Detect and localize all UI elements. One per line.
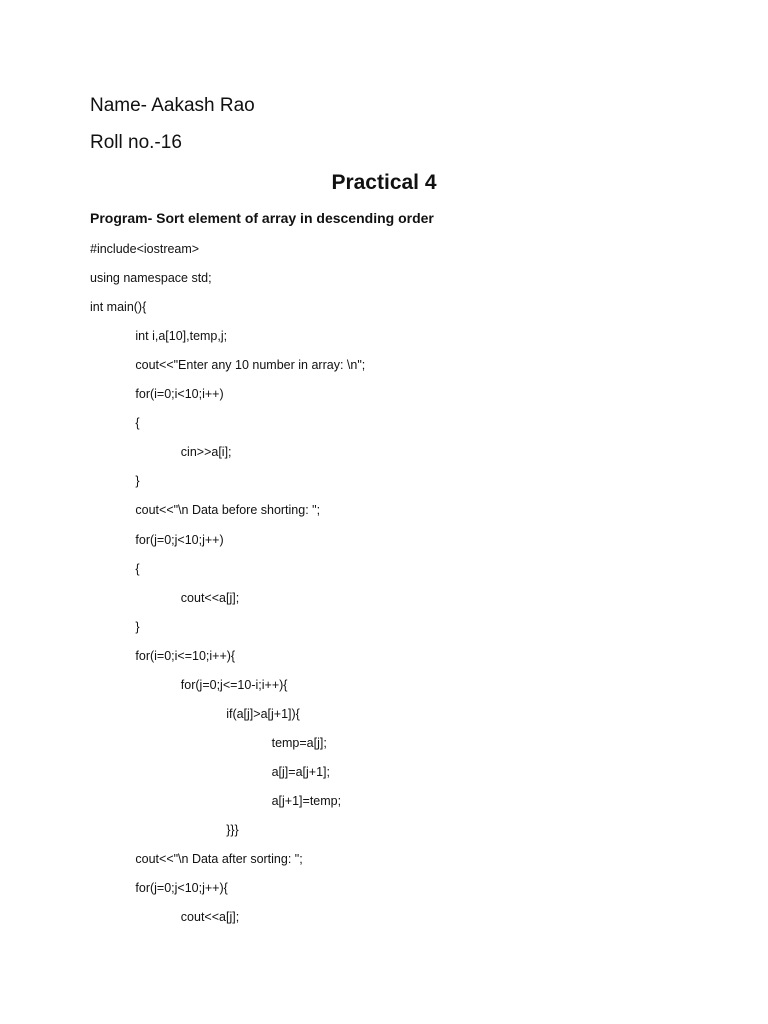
code-line: int i,a[10],temp,j; [135,329,228,344]
code-line: for(j=0;j<10;j++) [135,532,224,547]
code-line: cin>>a[i]; [180,445,232,460]
code-line: cout<<a[j]; [180,590,240,605]
program-heading: Program- Sort element of array in descending order [90,210,434,226]
code-line: for(i=0;i<=10;i++){ [135,648,236,663]
code-line: cout<<a[j]; [180,910,240,925]
code-line: { [135,416,140,431]
code-line: } [135,474,140,489]
roll-number: Roll no.-16 [90,132,182,153]
code-line: cout<<"Enter any 10 number in array: \n"; [135,358,366,373]
code-line: for(i=0;i<10;i++) [135,387,224,402]
student-name: Name- Aakash Rao [90,95,255,116]
code-line: cout<<"\n Data after sorting: "; [135,852,303,867]
code-line: }}} [226,823,239,837]
code-line: if(a[j]>a[j+1]){ [226,706,300,721]
code-line: using namespace std; [90,271,212,286]
practical-title: Practical 4 [331,171,437,194]
code-line: #include<iostream> [90,242,200,256]
code-line: int main(){ [90,300,147,315]
code-line: a[j]=a[j+1]; [271,764,330,779]
code-line: } [135,619,140,634]
code-line: cout<<"\n Data before shorting: "; [135,503,321,518]
code-line: { [135,561,140,576]
code-line: temp=a[j]; [271,735,327,750]
code-line: for(j=0;j<10;j++){ [135,881,228,896]
code-line: for(j=0;j<=10-i;i++){ [180,677,288,692]
code-line: a[j+1]=temp; [271,794,342,808]
